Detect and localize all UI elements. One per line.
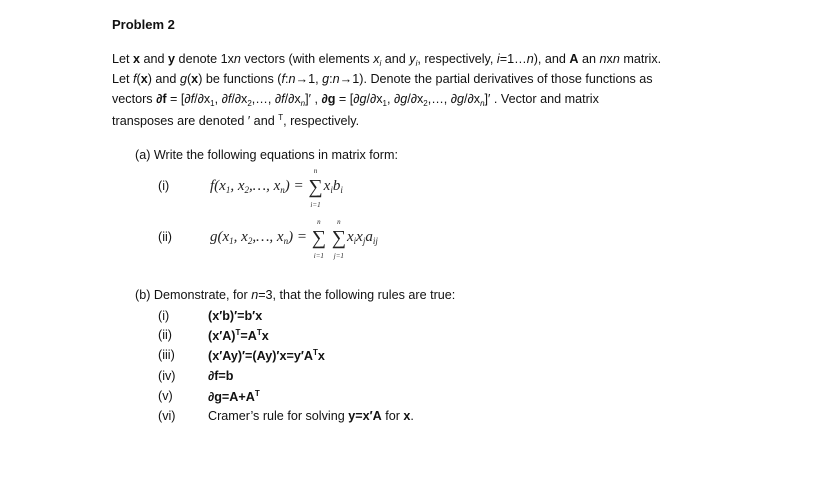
text-segment: i: [415, 59, 418, 68]
part-b-item-label: (v): [158, 389, 173, 403]
text-segment: ∂g=A+A: [208, 390, 255, 404]
eq-fn: g: [210, 229, 218, 245]
paragraph-line: [112, 72, 653, 86]
text-segment: →1,: [295, 72, 323, 86]
text-segment: (x′b)′=b′x: [208, 309, 263, 323]
text-segment: →1). Denote the partial derivatives of those functions as: [339, 72, 653, 86]
text-segment: /∂x: [366, 92, 383, 106]
text-segment: f: [281, 92, 285, 106]
text-segment: = [∂: [166, 92, 191, 106]
sum-upper: n: [317, 218, 321, 226]
text-segment: = [∂: [335, 92, 360, 106]
text-segment: x: [261, 329, 269, 343]
text-segment: (: [136, 72, 141, 86]
text-segment: x: [373, 52, 380, 66]
text-segment: A: [569, 52, 579, 66]
part-b-item-rule: [208, 309, 262, 323]
text-segment: x: [140, 72, 148, 86]
eq-text: x: [323, 178, 331, 194]
text-segment: x: [317, 349, 325, 363]
text-segment: , respectively.: [283, 114, 360, 128]
text-segment: T: [312, 348, 318, 357]
text-segment: ,…, ∂: [251, 92, 282, 106]
text-segment: ), and: [533, 52, 570, 66]
text-segment: g: [457, 92, 465, 106]
text-segment: /∂x: [407, 92, 424, 106]
text-segment: n: [612, 52, 620, 66]
part-b-item-label: (vi): [158, 409, 176, 423]
eq-text: x: [346, 229, 354, 245]
eq-fn: f: [210, 178, 215, 194]
text-segment: g: [322, 72, 330, 86]
text-segment: , ∂: [386, 92, 401, 106]
text-segment: n: [480, 99, 485, 108]
text-segment: ∂f: [156, 92, 167, 106]
text-segment: :: [329, 72, 333, 86]
text-segment: f: [281, 72, 285, 86]
part-b-heading: [135, 288, 455, 302]
text-segment: /∂x: [464, 92, 481, 106]
eq-text: (x: [214, 178, 226, 194]
paragraph-line: [112, 52, 661, 68]
text-segment: ) be functions (: [198, 72, 282, 86]
eq-sub: j: [362, 236, 366, 246]
text-segment: ]′ ,: [305, 92, 322, 106]
part-b-item-rule: [208, 369, 233, 383]
text-segment: T: [235, 328, 241, 337]
sum-symbol: ∑ n i=1: [308, 167, 323, 209]
text-segment: T: [278, 113, 284, 122]
text-segment: /∂x: [284, 92, 301, 106]
text-segment: y: [409, 52, 416, 66]
text-segment: ]′ . Vector and matrix: [484, 92, 599, 106]
part-a-item-label: (ii): [158, 230, 172, 244]
sum-upper: n: [337, 218, 341, 226]
eq-sub: n: [283, 236, 289, 246]
eq-sub: i: [340, 185, 343, 195]
text-segment: matrix.: [619, 52, 662, 66]
text-segment: /∂x: [231, 92, 248, 106]
text-segment: T: [256, 328, 262, 337]
text-segment: y=x′A: [348, 409, 382, 423]
eq-text: , x: [230, 178, 245, 194]
eq-sub: 2: [247, 236, 253, 246]
part-b-item-rule: [208, 389, 260, 404]
sum-lower: i=1: [313, 252, 324, 260]
text-segment: /∂x: [194, 92, 211, 106]
equation-f: [210, 167, 343, 209]
sum-lower: j=1: [333, 252, 344, 260]
text: =3, that the following rules are true:: [258, 288, 456, 302]
text-segment: n: [526, 52, 534, 66]
text-segment: f: [190, 92, 195, 106]
text-segment: y: [168, 52, 176, 66]
text-segment: ) and: [147, 72, 180, 86]
eq-text: b: [332, 178, 341, 194]
text-segment: (x′A): [208, 329, 236, 343]
text-segment: , respectively,: [417, 52, 497, 66]
eq-sub: i: [353, 236, 357, 246]
text-segment: n: [288, 72, 296, 86]
part-b-item-rule: [208, 348, 325, 363]
eq-text: ) =: [284, 178, 308, 194]
text-segment: n: [300, 99, 306, 108]
text-segment: x: [133, 52, 141, 66]
text-segment: n: [599, 52, 607, 66]
text-segment: (x′Ay)′=(Ay)′x=y′A: [208, 349, 313, 363]
text-segment: (: [186, 72, 192, 86]
text-segment: vectors (with elements: [240, 52, 374, 66]
text-segment: T: [254, 389, 260, 398]
sum-upper: n: [313, 167, 318, 175]
text-segment: 2: [247, 99, 252, 108]
text-segment: 2: [423, 99, 428, 108]
part-b-item-label: (i): [158, 309, 170, 323]
eq-sub: 2: [244, 185, 249, 195]
text-segment: =1…: [499, 52, 527, 66]
text-segment: vectors: [112, 92, 157, 106]
equation-g: [210, 218, 378, 260]
text-segment: Let: [112, 52, 134, 66]
text-segment: , ∂: [214, 92, 228, 106]
paragraph-line: [112, 92, 599, 108]
text-segment: Cramer’s rule for solving: [208, 409, 349, 423]
part-a-heading: (a) Write the following equations in matrix form:: [135, 148, 398, 162]
paragraph-line: [112, 113, 359, 128]
sum-lower: i=1: [310, 201, 321, 209]
text-segment: i: [379, 59, 382, 68]
text-segment: i: [496, 52, 500, 66]
part-a-item-label: (i): [158, 179, 170, 193]
text-segment: ∂g: [321, 92, 336, 106]
text-segment: f: [133, 72, 137, 86]
text-segment: :: [285, 72, 289, 86]
part-b-item-label: (iv): [158, 369, 176, 383]
text-segment: n: [233, 52, 241, 66]
text-segment: x: [403, 409, 411, 423]
eq-text: (x: [217, 229, 230, 245]
text-segment: Let: [112, 72, 134, 86]
text-segment: n: [332, 72, 340, 86]
text-segment: g: [179, 72, 187, 86]
text-segment: 1: [382, 99, 387, 108]
eq-text: ,…, x: [252, 229, 284, 245]
text-segment: ,…, ∂: [427, 92, 458, 106]
eq-sub: ij: [372, 236, 378, 246]
text-segment: 1: [210, 99, 215, 108]
eq-text: a: [365, 229, 373, 245]
text-segment: g: [400, 92, 408, 106]
eq-text: x: [356, 229, 363, 245]
text-segment: and: [381, 52, 410, 66]
text-segment: ∂f=b: [208, 369, 234, 383]
text-segment: denote 1x: [175, 52, 234, 66]
text-segment: x: [191, 72, 199, 86]
sum-symbol: ∑ n i=1: [311, 218, 326, 260]
text-segment: an: [578, 52, 600, 66]
eq-sub: 1: [229, 236, 234, 246]
part-b-item-label: (iii): [158, 348, 175, 362]
text-segment: and: [140, 52, 169, 66]
eq-text: ,…, x: [249, 178, 281, 194]
part-b-item-rule: [208, 328, 269, 343]
part-b-item-label: (ii): [158, 328, 172, 342]
eq-sub: 1: [225, 185, 231, 195]
text-segment: .: [410, 409, 414, 423]
problem-title: Problem 2: [112, 17, 175, 32]
text-segment: x: [606, 52, 613, 66]
text-segment: f: [227, 92, 232, 106]
eq-sub: n: [280, 185, 285, 195]
eq-text: ) =: [288, 229, 311, 245]
text-segment: g: [359, 92, 367, 106]
text-segment: =A: [240, 329, 257, 343]
sum-symbol: ∑ n j=1: [331, 218, 346, 260]
eq-text: , x: [233, 229, 248, 245]
text: (b) Demonstrate, for: [135, 288, 252, 302]
text-segment: transposes are denoted ′ and: [112, 114, 279, 128]
text: n: [251, 288, 259, 302]
part-b-item-rule: [208, 409, 414, 423]
text-segment: for: [381, 409, 404, 423]
eq-sub: i: [330, 185, 333, 195]
